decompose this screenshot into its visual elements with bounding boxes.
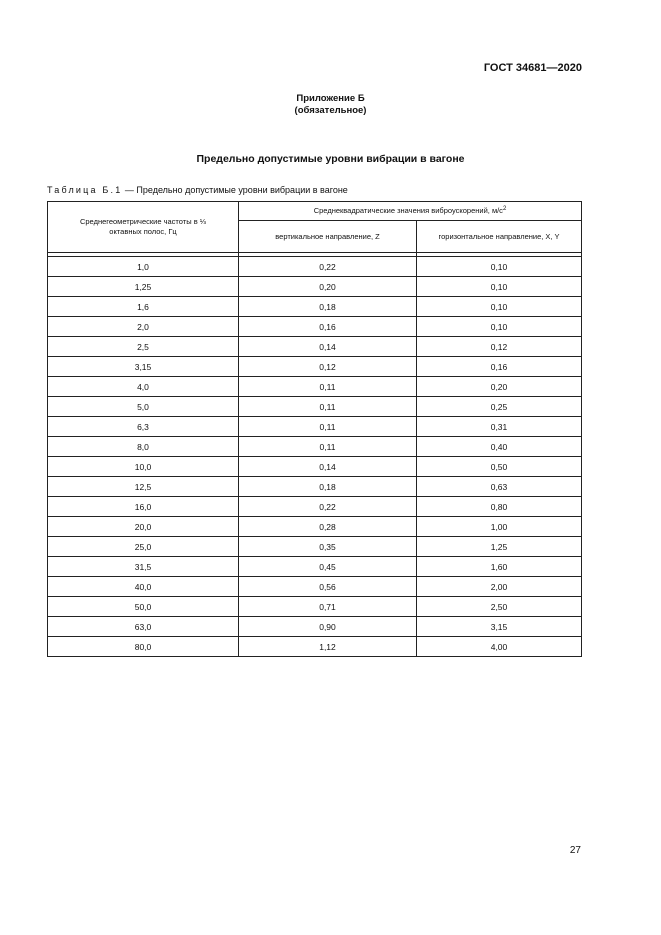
frequency-cell: 1,25 (48, 277, 239, 297)
vertical-value-cell: 0,28 (239, 517, 417, 537)
vertical-value-cell: 0,56 (239, 577, 417, 597)
frequency-cell: 5,0 (48, 397, 239, 417)
horizontal-value-cell: 3,15 (417, 617, 582, 637)
vertical-value-cell: 0,14 (239, 337, 417, 357)
frequency-cell: 6,3 (48, 417, 239, 437)
frequency-cell: 3,15 (48, 357, 239, 377)
table-row (48, 497, 582, 517)
horizontal-value-cell: 2,50 (417, 597, 582, 617)
table-row (48, 277, 582, 297)
frequency-cell: 12,5 (48, 477, 239, 497)
frequency-cell: 2,0 (48, 317, 239, 337)
horizontal-value-cell: 0,40 (417, 437, 582, 457)
vertical-value-cell: 0,14 (239, 457, 417, 477)
vertical-value-cell: 1,12 (239, 637, 417, 657)
table-row (48, 477, 582, 497)
vertical-value-cell: 0,11 (239, 417, 417, 437)
annex-title: Приложение Б (296, 93, 365, 104)
frequency-cell: 80,0 (48, 637, 239, 657)
horizontal-value-cell: 0,10 (417, 317, 582, 337)
horizontal-value-cell: 0,16 (417, 357, 582, 377)
frequency-cell: 1,0 (48, 257, 239, 277)
frequency-cell: 25,0 (48, 537, 239, 557)
vertical-value-cell: 0,20 (239, 277, 417, 297)
vertical-value-cell: 0,11 (239, 397, 417, 417)
table-caption (47, 185, 348, 195)
table-row (48, 417, 582, 437)
table-caption-label: Таблица Б.1 (47, 185, 123, 195)
vertical-value-cell: 0,18 (239, 297, 417, 317)
vertical-value-cell: 0,22 (239, 257, 417, 277)
frequency-cell: 31,5 (48, 557, 239, 577)
frequency-cell: 50,0 (48, 597, 239, 617)
horizontal-value-cell: 1,25 (417, 537, 582, 557)
vertical-value-cell: 0,11 (239, 437, 417, 457)
table-row (48, 257, 582, 277)
frequency-column-header (48, 202, 239, 253)
table-row (48, 297, 582, 317)
vertical-value-cell: 0,45 (239, 557, 417, 577)
horizontal-value-cell: 0,31 (417, 417, 582, 437)
table-row (48, 397, 582, 417)
frequency-cell: 16,0 (48, 497, 239, 517)
frequency-cell: 2,5 (48, 337, 239, 357)
table-row (48, 557, 582, 577)
horizontal-value-cell: 0,50 (417, 457, 582, 477)
vertical-value-cell: 0,35 (239, 537, 417, 557)
frequency-header-line2: октавных полос, Гц (109, 227, 177, 236)
horizontal-value-cell: 4,00 (417, 637, 582, 657)
horizontal-value-cell: 0,10 (417, 277, 582, 297)
horizontal-value-cell: 0,10 (417, 257, 582, 277)
vertical-column-header: вертикальное направление, Z (239, 221, 417, 253)
frequency-cell: 8,0 (48, 437, 239, 457)
annex-heading (0, 93, 661, 117)
horizontal-value-cell: 1,60 (417, 557, 582, 577)
vertical-value-cell: 0,71 (239, 597, 417, 617)
table-row (48, 537, 582, 557)
frequency-cell: 20,0 (48, 517, 239, 537)
frequency-cell: 1,6 (48, 297, 239, 317)
horizontal-value-cell: 0,20 (417, 377, 582, 397)
frequency-header-line1: Среднегеометрические частоты в ⅓ (79, 217, 207, 226)
horizontal-value-cell: 2,00 (417, 577, 582, 597)
horizontal-value-cell: 0,80 (417, 497, 582, 517)
frequency-cell: 4,0 (48, 377, 239, 397)
vertical-value-cell: 0,90 (239, 617, 417, 637)
frequency-cell: 10,0 (48, 457, 239, 477)
horizontal-value-cell: 0,10 (417, 297, 582, 317)
table-row (48, 357, 582, 377)
rms-group-header-text: Среднеквадратические значения виброускорений, м/с (313, 206, 503, 215)
vertical-value-cell: 0,12 (239, 357, 417, 377)
standard-code: ГОСТ 34681—2020 (483, 62, 582, 74)
vertical-value-cell: 0,11 (239, 377, 417, 397)
table-row (48, 377, 582, 397)
rms-unit-power: 2 (502, 206, 507, 212)
horizontal-value-cell: 0,63 (417, 477, 582, 497)
horizontal-column-header: горизонтальное направление, X, Y (417, 221, 582, 253)
frequency-cell: 63,0 (48, 617, 239, 637)
annex-status: (обязательное) (294, 105, 367, 116)
horizontal-value-cell: 0,25 (417, 397, 582, 417)
table-row (48, 457, 582, 477)
table-row (48, 617, 582, 637)
table-row (48, 597, 582, 617)
vertical-value-cell: 0,18 (239, 477, 417, 497)
page-number: 27 (569, 845, 581, 856)
vertical-value-cell: 0,16 (239, 317, 417, 337)
table-row (48, 337, 582, 357)
vibration-limits-table (47, 201, 582, 657)
table-row (48, 637, 582, 657)
horizontal-value-cell: 0,12 (417, 337, 582, 357)
table-row (48, 517, 582, 537)
vertical-value-cell: 0,22 (239, 497, 417, 517)
frequency-cell: 40,0 (48, 577, 239, 597)
page-title: Предельно допустимые уровни вибрации в вагоне (196, 153, 465, 165)
rms-group-header (239, 202, 582, 221)
horizontal-value-cell: 1,00 (417, 517, 582, 537)
table-row (48, 317, 582, 337)
table-caption-text: — Предельно допустимые уровни вибрации в вагоне (122, 185, 348, 195)
table-row (48, 437, 582, 457)
table-body (48, 257, 582, 657)
table-row (48, 577, 582, 597)
